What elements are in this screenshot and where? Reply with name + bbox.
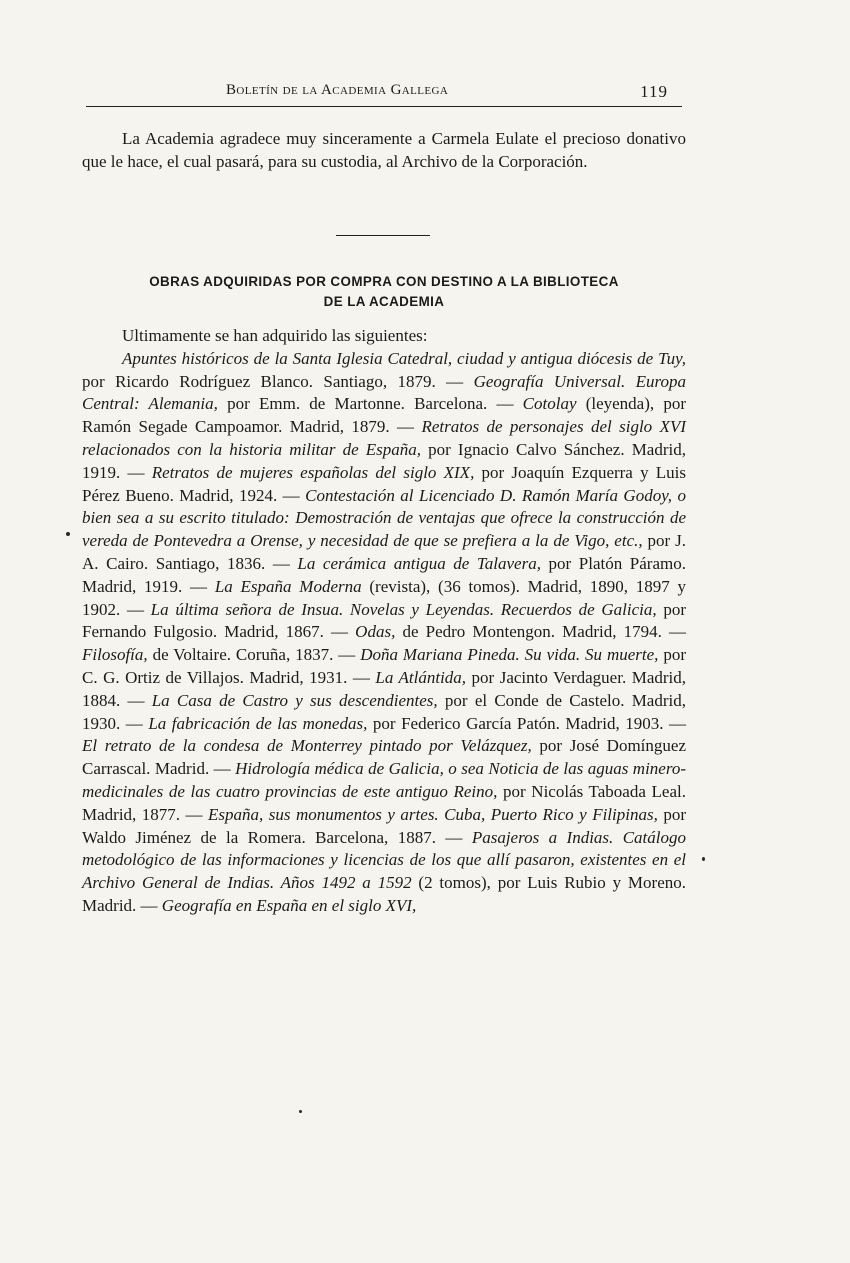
work-title: Filosofía,: [82, 645, 148, 665]
work-title: La fabricación de las monedas,: [148, 713, 368, 733]
work-details: por José Domínguez Carrascal. Madrid. —: [82, 736, 686, 779]
work-title: Cotolay: [522, 394, 577, 414]
work-title: Doña Mariana Pineda. Su vida. Su muerte,: [360, 645, 659, 665]
work-details: por Platón Páramo. Madrid, 1919. —: [82, 553, 686, 596]
running-title: Boletín de la Academia Gallega: [226, 82, 449, 98]
work-details: por Waldo Jiménez de la Romera. Barcelona, 1887. —: [82, 804, 686, 847]
work-details: por Emm. de Martonne. Barcelona. —: [217, 394, 523, 414]
work-details: (leyenda), por Ramón Segade Campoamor. Madrid, 1879. —: [82, 394, 687, 437]
paragraph-text: La Academia agradece muy sinceramente a Carmela Eulate el precioso donativo que le hace, el cual pasará, para su custodia, al Archivo de la Corporación.: [82, 129, 686, 171]
work-title: Retratos de mujeres españolas del siglo XIX,: [151, 462, 475, 482]
work-details: (2 tomos), por Luis Rubio y Moreno. Madrid. —: [82, 873, 686, 915]
work-title: Apuntes históricos de la Santa Iglesia Catedral, ciudad y antigua diócesis de Tuy,: [122, 348, 686, 368]
work-title: España, sus monumentos y artes. Cuba, Puerto Rico y Filipinas,: [208, 804, 658, 824]
work-details: por el Conde de Castelo. Madrid, 1930. —: [82, 690, 686, 733]
print-speck: [66, 532, 70, 536]
work-details: por Fernando Fulgosio. Madrid, 1867. —: [82, 599, 686, 642]
work-details: por Ignacio Calvo Sánchez. Madrid, 1919. —: [82, 439, 686, 482]
section-heading-line-1: OBRAS ADQUIRIDAS POR COMPRA CON DESTINO A LA BIBLIOTECA: [149, 274, 619, 289]
work-details: por J. A. Cairo. Santiago, 1836. —: [82, 531, 686, 573]
donation-paragraph: [82, 128, 686, 174]
work-title: El retrato de la condesa de Monterrey pintado por Velázquez,: [82, 736, 532, 756]
work-title: La España Moderna: [214, 576, 362, 596]
work-title: Hidrología médica de Galicia, o sea Noticia de las aguas minero-medicinales de las cuatro provincias de este antiguo Reino,: [82, 759, 686, 801]
work-details: de Voltaire. Coruña, 1837. —: [147, 645, 361, 665]
print-speck: [299, 1110, 302, 1113]
page-number: 119: [640, 82, 668, 101]
work-details: por Jacinto Verdaguer. Madrid, 1884. —: [82, 667, 686, 710]
section-heading-line-2: DE LA ACADEMIA: [323, 294, 445, 309]
work-title: Contestación al Licenciado D. Ramón María Godoy, o bien sea a su escrito titulado: Demostración de ventajas que ofrece la construcción de vereda de Pontevedra a Orense, y necesidad de que se prefiera a la de Vigo, etc.,: [82, 485, 686, 551]
work-title: La Atlántida,: [375, 667, 467, 687]
work-details: por C. G. Ortiz de Villajos. Madrid, 1931. —: [82, 645, 687, 687]
work-title: Geografía Universal. Europa Central: Alemania,: [82, 371, 686, 414]
work-details: de Pedro Montengon. Madrid, 1794. —: [395, 622, 686, 642]
acquisitions-list: [82, 325, 686, 918]
work-details: por Nicolás Taboada Leal. Madrid, 1877. —: [82, 781, 686, 824]
work-title: Pasajeros a Indias. Catálogo metodológico de las informaciones y licencias de los que allí pasaron, existentes en el Archivo General de Indias. Años 1492 a 1592: [82, 827, 687, 893]
print-speck: [702, 857, 705, 861]
section-heading: [82, 272, 686, 312]
work-details: por Joaquín Ezquerra y Luis Pérez Bueno. Madrid, 1924. —: [82, 462, 687, 505]
header-rule: [86, 106, 682, 107]
page-header: [86, 82, 682, 108]
works-paragraph: [82, 348, 686, 918]
intro-text: Ultimamente se han adquirido las siguientes:: [122, 326, 428, 345]
work-title: Odas,: [355, 622, 396, 642]
work-title: Geografía en España en el siglo XVI,: [161, 895, 417, 915]
work-title: Retratos de personajes del siglo XVI relacionados con la historia militar de España,: [82, 417, 687, 459]
work-title: La cerámica antigua de Talavera,: [297, 553, 541, 573]
section-divider: [336, 235, 430, 236]
work-details: por Ricardo Rodríguez Blanco. Santiago, 1879. —: [82, 371, 474, 391]
work-details: (revista), (36 tomos). Madrid, 1890, 1897 y 1902. —: [82, 576, 686, 619]
work-details: por Federico García Patón. Madrid, 1903. —: [367, 713, 687, 733]
work-title: La Casa de Castro y sus descendientes,: [151, 690, 438, 710]
work-title: La última señora de Insua. Novelas y Leyendas. Recuerdos de Galicia,: [150, 599, 657, 619]
